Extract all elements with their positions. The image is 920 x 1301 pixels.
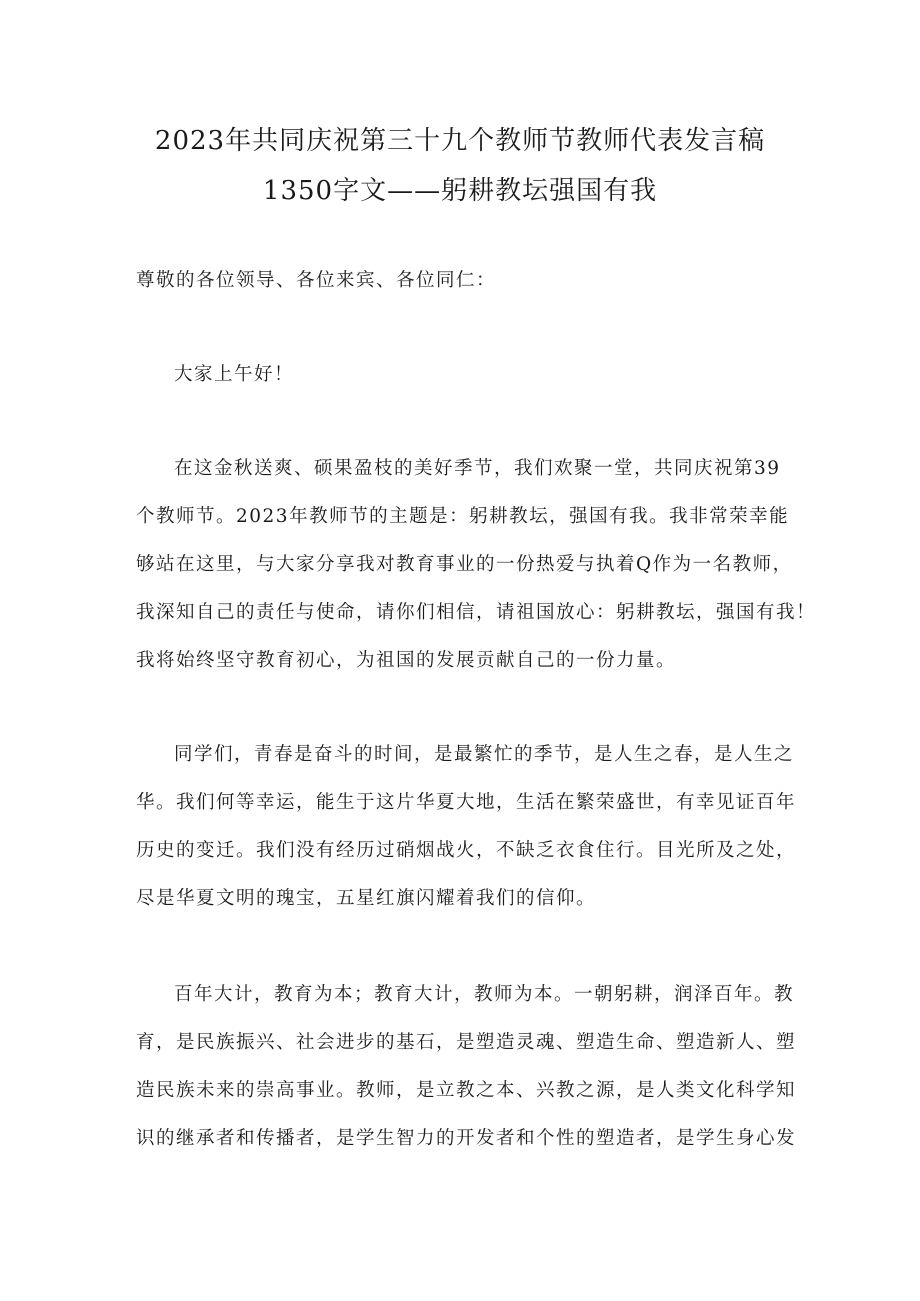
paragraph-1-line-4: 我深知自己的责任与使命，请你们相信，请祖国放心：躬耕教坛，强国有我！ [136, 602, 817, 623]
paragraph-2-line-1: 同学们，青春是奋斗的时间，是最繁忙的季节，是人生之春，是人生之 [174, 744, 795, 765]
paragraph-1-line-5: 我将始终坚守教育初心，为祖国的发展贡献自己的一份力量。 [136, 650, 677, 671]
paragraph-3-line-4: 识的继承者和传播者，是学生智力的开发者和个性的塑造者，是学生身心发 [136, 1128, 797, 1149]
greeting: 大家上午好！ [174, 364, 295, 385]
paragraph-3-line-2: 育，是民族振兴、社会进步的基石，是塑造灵魂、塑造生命、塑造新人、塑 [136, 1032, 797, 1053]
document-title-line-1: 2023年共同庆祝第三十九个教师节教师代表发言稿 [154, 126, 766, 156]
paragraph-1-line-1: 在这金秋送爽、硕果盈枝的美好季节，我们欢聚一堂，共同庆祝第39 [174, 458, 781, 479]
paragraph-3-line-1: 百年大计，教育为本；教育大计，教师为本。一朝躬耕，润泽百年。教 [174, 984, 795, 1005]
document-title-line-2: 1350字文——躬耕教坛强国有我 [262, 176, 658, 206]
paragraph-3-line-3: 造民族未来的崇高事业。教师，是立教之本、兴教之源，是人类文化科学知 [136, 1080, 797, 1101]
paragraph-1-line-3: 够站在这里，与大家分享我对教育事业的一份热爱与执着Q作为一名教师， [136, 554, 793, 575]
paragraph-1-line-2: 个教师节。2023年教师节的主题是：躬耕教坛，强国有我。我非常荣幸能 [136, 506, 790, 527]
paragraph-2-line-3: 历史的变迁。我们没有经历过硝烟战火，不缺乏衣食住行。目光所及之处， [136, 840, 797, 861]
salutation: 尊敬的各位领导、各位来宾、各位同仁： [136, 270, 497, 291]
paragraph-2-line-2: 华。我们何等幸运，能生于这片华夏大地，生活在繁荣盛世，有幸见证百年 [136, 792, 797, 813]
paragraph-2-line-4: 尽是华夏文明的瑰宝，五星红旗闪耀着我们的信仰。 [136, 888, 597, 909]
